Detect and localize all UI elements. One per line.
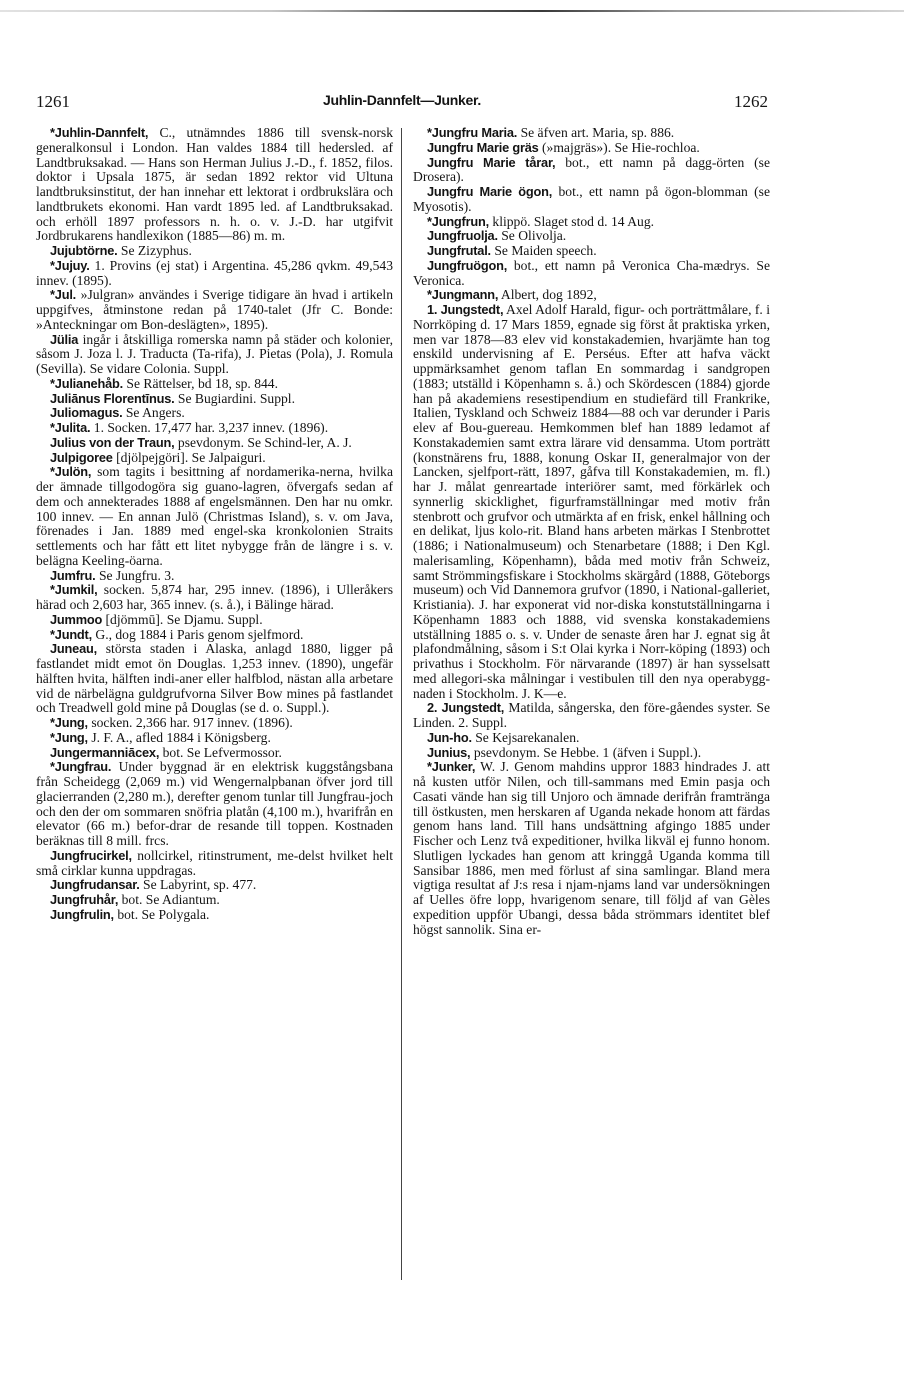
dictionary-entry	[36, 451, 393, 466]
entry-headword: *Jumkil,	[50, 582, 98, 598]
entry-headword: Julius von der Traun,	[50, 434, 175, 450]
dictionary-entry	[36, 746, 393, 761]
entry-headword: *Jungfrun,	[427, 213, 489, 229]
dictionary-entry	[413, 303, 770, 701]
entry-headword: Jungfruolja.	[427, 228, 498, 244]
entry-text: C., utnämndes 1886 till svensk-norsk generalkonsul i London. Han valdes 1884 till hedersled. af Landtbruksakad. — Hans son Herman Julius J.-D., f. 1852, filos. doktor i Upsala 1875, är sedan 1892 rektor vid Ultuna landtbruksinstitut, der han innehar ett lektorat i ordbrukslära och landtbrukets ekonomi. Han vardt 1895 led. af Landtbruksakad. och erhöll 1897 professors n. h. o. v. J.-D. har utgifvit Jordbrukarens handlexikon (1885—86) m. m.	[36, 125, 393, 244]
entry-text: Se Zizyphus.	[120, 243, 192, 258]
dictionary-entry	[413, 215, 770, 230]
entry-headword: *Julianehåb.	[50, 375, 123, 391]
entry-headword: Jummoo	[50, 611, 103, 627]
right-column	[413, 126, 770, 937]
entry-text: [djölpejgöri]. Se Jalpaiguri.	[116, 449, 266, 465]
dictionary-entry	[36, 436, 393, 451]
entry-text: Se Rättelser, bd 18, sp. 844.	[126, 375, 279, 391]
entry-text: bot., ett namn på Veronica Cha-mædrys. Se Veronica.	[413, 257, 770, 288]
entry-headword: *Jundt,	[50, 626, 92, 642]
dictionary-entry	[413, 244, 770, 259]
dictionary-entry	[36, 628, 393, 643]
entry-headword: Junius,	[427, 744, 471, 760]
page-header	[36, 92, 768, 116]
dictionary-entry	[36, 893, 393, 908]
entry-text: klippö. Slaget stod d. 14 Aug.	[492, 213, 655, 229]
entry-headword: *Julön,	[50, 464, 92, 480]
entry-text: G., dog 1884 i Paris genom sjelfmord.	[95, 626, 304, 642]
entry-text: Se äfven art. Maria, sp. 886.	[520, 125, 675, 140]
entry-headword: 2. Jungstedt,	[427, 700, 505, 716]
entry-text: psevdonym. Se Hebbe. 1 (äfven i Suppl.).	[473, 744, 702, 760]
entry-text: bot. Se Adiantum.	[121, 892, 220, 907]
entry-text: Se Bugiardini. Suppl.	[177, 390, 295, 406]
entry-text: J. F. A., afled 1884 i Königsberg.	[91, 729, 271, 745]
dictionary-entry	[413, 126, 770, 141]
entry-headword: Jungfru Marie ögon,	[427, 184, 553, 199]
entry-headword: Juliomagus.	[50, 405, 123, 421]
dictionary-entry	[36, 421, 393, 436]
dictionary-entry	[36, 465, 393, 568]
entry-headword: *Julita.	[50, 420, 91, 435]
entry-text: största staden i Alaska, anlagd 1880, ligger på fastlandet midt emot ön Douglas. 1,253 innev. (1890), ungefär hälften hvita, hälften indi-aner eller halfblod, nästan alla arbetare vid de närbelägna guldgrufvorna Silver Bow mines på fastlandet och Treadwell gold mine på Douglas (se d. o. Suppl.).	[36, 641, 393, 716]
entry-text: Se Angers.	[125, 405, 185, 421]
column-divider	[401, 128, 402, 1280]
entry-headword: 1. Jungstedt,	[427, 302, 504, 317]
entry-headword: *Jung,	[50, 715, 88, 730]
entry-text: [djömmū]. Se Djamu. Suppl.	[105, 611, 263, 627]
entry-headword: *Jungmann,	[427, 287, 499, 303]
entry-text: Se Jungfru. 3.	[98, 567, 175, 583]
entry-text: Se Olivolja.	[501, 228, 567, 244]
entry-headword: *Jujuy.	[50, 257, 90, 273]
dictionary-entry	[36, 731, 393, 746]
entry-headword: *Juhlin-Dannfelt,	[50, 125, 149, 140]
page-number-right: 1262	[734, 92, 768, 111]
entry-text: bot. Se Polygala.	[117, 906, 210, 922]
entry-headword: Jülia	[50, 331, 79, 347]
entry-headword: Jun-ho.	[427, 729, 472, 745]
dictionary-entry	[36, 908, 393, 923]
dictionary-entry	[36, 569, 393, 584]
dictionary-entry	[36, 288, 393, 332]
entry-headword: Jungfru Marie gräs	[427, 139, 539, 155]
dictionary-entry	[413, 229, 770, 244]
dictionary-entry	[36, 642, 393, 716]
dictionary-entry	[36, 333, 393, 377]
entry-headword: *Jul.	[50, 287, 77, 303]
dictionary-entry	[413, 746, 770, 761]
dictionary-entry	[36, 613, 393, 628]
dictionary-entry	[36, 244, 393, 259]
dictionary-entry	[413, 731, 770, 746]
dictionary-entry	[413, 141, 770, 156]
dictionary-entry	[36, 849, 393, 879]
scan-top-rule	[0, 10, 904, 12]
entry-text: Matilda, sångerska, den före-gåendes syster. Se Linden. 2. Suppl.	[413, 700, 770, 730]
entry-text: bot., ett namn på dagg-örten (se Drosera).	[413, 154, 770, 185]
dictionary-entry	[36, 760, 393, 849]
entry-text: W. J. Genom mahdins uppror 1883 hindrades J. att nå kusten utför Nilen, och till-sammans med Emin pasja och Casati vände han sig till Unjoro och ämnade derifrån framtränga till östkusten, men herskaren af Uganda nekade honom att färdas genom hans land. Till hans undsättning afgingo 1885 under Fischer och Lenz två expeditioner, hvilka likväl ej funno honom. Slutligen lyckades han genom att kringgå Uganda komma till Sansibar 1886, men med förlust af sina samlingar. Bland mera vigtiga resultat af J:s resa i njam-njams land var undersökningen af Uelles öfre lopp, hvarigenom senare, till följd af van Gèles expedition uppför Ubangi, dessa båda strömmars identitet blef högst sannolik. Sina er-	[413, 759, 770, 937]
running-title: Juhlin-Dannfelt—Junker.	[322, 92, 481, 108]
dictionary-entry	[413, 288, 770, 303]
entry-headword: *Jungfrau.	[50, 759, 112, 775]
entry-headword: Jungfrucirkel,	[50, 847, 132, 863]
entry-headword: *Jungfru Maria.	[427, 125, 518, 140]
entry-text: bot., ett namn på ögon-blomman (se Myosotis).	[413, 184, 770, 214]
entry-headword: Jungfru Marie tårar,	[427, 154, 556, 170]
dictionary-entry	[413, 701, 770, 731]
entry-headword: Jungermanniācex,	[50, 744, 160, 760]
dictionary-entry	[36, 392, 393, 407]
dictionary-entry	[36, 126, 393, 244]
dictionary-entry	[36, 583, 393, 613]
entry-text: Albert, dog 1892,	[500, 287, 597, 303]
entry-text: nollcirkel, ritinstrument, me-delst hvilket helt små cirklar kunna uppdragas.	[36, 847, 393, 878]
entry-text: bot. Se Lefvermossor.	[162, 744, 282, 760]
dictionary-entry	[36, 878, 393, 893]
entry-headword: Jungfrulin,	[50, 906, 114, 922]
entry-text: socken. 5,874 har, 295 innev. (1896), i Ulleråkers härad och 2,603 har, 365 innev. (s. å.), i Bälinge härad.	[36, 582, 393, 612]
entry-headword: Jungfruögon,	[427, 257, 508, 273]
dictionary-entry	[413, 760, 770, 937]
entry-headword: Jungfruhår,	[50, 892, 119, 907]
entry-text: psevdonym. Se Schind-ler, A. J.	[177, 434, 352, 450]
entry-text: Under byggnad är en elektrisk kuggstångsbana från Scheidegg (2,069 m.) vid Wengernalpbanan öfver jord till glacierranden (2,280 m.), derefter genom tunlar till Jungfrau-joch och den der om sommaren snöfria platån (4,100 m.), hvarifrån en elevator (66 m.) befor-drar de resande till toppen. Kostnaden beräknas till 8 mill. frcs.	[36, 759, 394, 848]
entry-headword: Juliānus Florentīnus.	[50, 390, 175, 406]
entry-text: 1. Socken. 17,477 har. 3,237 innev. (1896).	[93, 420, 329, 435]
dictionary-entry	[36, 259, 393, 289]
entry-headword: Jumfru.	[50, 567, 96, 583]
entry-headword: Jungfrudansar.	[50, 877, 140, 893]
entry-headword: Jujubtörne.	[50, 243, 118, 258]
entry-text: som tagits i besittning af nordamerika-nerna, hvilka der ämnade tillgodogöra sig guano-lagren, öfvergafs sedan af dem och annekterades 1888 af engelsmännen. Den har nu omkr. 100 innev. — En annan Julö (Christmas Island), s. v. om Java, förenades i Jan. 1889 med engel-ska kronkolonien Straits settlements och har fått ett litet nybygge från de längre i s. v. belägna Keeling-öarna.	[36, 464, 393, 568]
dictionary-entry	[36, 406, 393, 421]
entry-text: socken. 2,366 har. 917 innev. (1896).	[91, 715, 293, 730]
entry-text: Se Labyrint, sp. 477.	[143, 877, 257, 893]
entry-text: Se Kejsarekanalen.	[475, 729, 580, 745]
entry-text: ingår i åtskilliga romerska namn på städer och kolonier, såsom J. Joza l. J. Traducta (Ta-rifa), J. Pietas (Pola), J. Romula (Sevilla). Se vidare Colonia. Suppl.	[36, 331, 393, 376]
entry-headword: Juneau,	[50, 641, 97, 657]
entry-text: 1. Provins (ej stat) i Argentina. 45,286 qvkm. 49,543 innev. (1895).	[36, 257, 393, 288]
page-number-left: 1261	[36, 92, 70, 111]
dictionary-entry	[36, 377, 393, 392]
entry-headword: *Jung,	[50, 729, 88, 745]
entry-headword: Julpigoree	[50, 449, 113, 465]
dictionary-entry	[413, 185, 770, 215]
dictionary-entry	[36, 716, 393, 731]
entry-text: Axel Adolf Harald, figur- och porträttmålare, f. i Norrköping d. 17 Mars 1859, egnade sig först åt praktiska yrken, men var 1878—83 elev vid konstakademien, hvarjämte han tog enskild undervisning af E. Perséus. Efter att hafva väckt uppmärksamhet genom taflan En sommardag i sandgropen (1883; utställd i Köpenhamn s. å.) och Skördescen (1884) gjorde han på akademiens resestipendium en studiefärd till Frankrike, Italien, Tyskland och Schweiz 1884—88 och var derunder i Paris elev af Bou-guereau. Hemkommen blef han 1889 ledamot af Konstakademien samt extra lärare vid densamma. Utom porträtt (konstnärens fru, 1888, konung Oskar II, generalmajor von der Lancken, sjelfport-rätt, 1897, gåfva till Konstakademien, m. fl.) har J. målat genreartade interiörer samt, med förkärlek och synnerlig skicklighet, figurframställningar med motiv från stenbrott och grufvor och utmärkta af en frisk, enkel hållning och en delikat, ljus kolo-rit. Bland hans arbeten märkas I Stenbrottet (1886; i Nationalmuseum) och Stenarbetare (1888; i Den Kgl. malerisamling, Köpenhamn), båda med motiv från Schweiz, samt Strömmingsfiskare i Stockholms skärgård (1888, Göteborgs museum) och Vid Dannemora grufvor (1890, i National-galleriet, Kristiania). J. har exponerat vid nor-diska konstutställningarna i Köpenhamn 1883 och 1888, vid svenska konstakademiens utställning 1885 o. s. v. Under de senaste åren har J. egnat sig åt plafondmålning, såsom i S:t Olai kyrka i Norr-köping (1893) och privathus i Stockholm. För närvarande (1897) är han sysselsatt med allegori-ska målningar i vestibulen till den nya operabygg-naden i Stockholm. J. K—e.	[413, 302, 770, 701]
entry-headword: *Junker,	[427, 759, 476, 775]
entry-text: Se Maiden speech.	[494, 243, 597, 258]
dictionary-entry	[413, 156, 770, 186]
left-column	[36, 126, 393, 923]
entry-text: »Julgran» användes i Sverige tidigare än hvad i artikeln uppgifves, åtminstone redan på 1740-talet (Jfr C. Bonde: »Anteckningar om Bon-deslägten», 1895).	[36, 287, 393, 332]
entry-text: (»majgräs»). Se Hie-rochloa.	[542, 139, 700, 155]
entry-headword: Jungfrutal.	[427, 243, 491, 258]
dictionary-entry	[413, 259, 770, 289]
